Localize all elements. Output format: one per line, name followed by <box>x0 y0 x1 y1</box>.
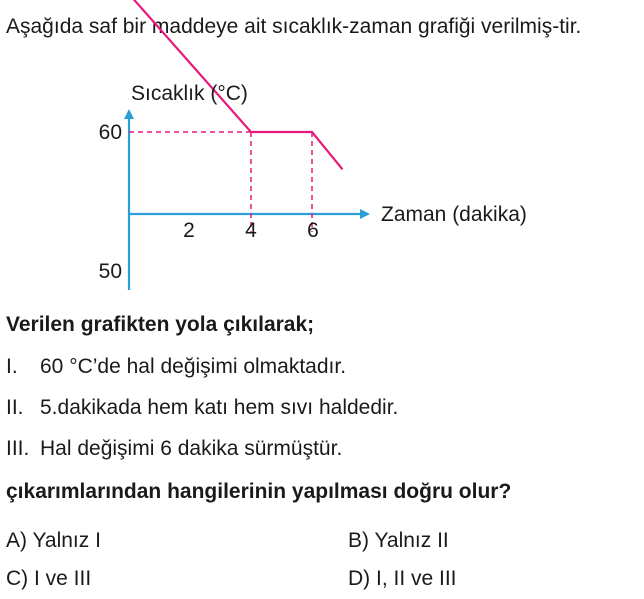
option-b[interactable]: B) Yalnız II <box>348 529 449 552</box>
y-axis-label: Sıcaklık (°C) <box>131 82 248 105</box>
x-tick-label-4: 4 <box>245 219 257 242</box>
statement-text: Hal değişimi 6 dakika sürmüştür. <box>40 437 343 460</box>
statement-text: 60 °C’de hal değişimi olmaktadır. <box>40 355 347 378</box>
question-lead: Verilen grafikten yola çıkılarak; <box>6 313 315 336</box>
y-tick-label-60: 60 <box>98 121 122 144</box>
statement-1 <box>6 355 346 379</box>
option-c[interactable]: C) I ve III <box>6 567 92 590</box>
option-a[interactable]: A) Yalnız I <box>6 529 101 552</box>
question-intro: Aşağıda saf bir maddeye ait sıcaklık-zaman grafiği verilmiş-tir. <box>6 15 582 38</box>
statement-number: III. <box>6 437 30 460</box>
statement-text: 5.dakikada hem katı hem sıvı haldedir. <box>40 396 399 419</box>
statement-3 <box>6 437 342 461</box>
y-tick-label-50: 50 <box>98 260 122 283</box>
x-tick-label-6: 6 <box>307 219 319 242</box>
statement-2 <box>6 396 398 420</box>
option-d[interactable]: D) I, II ve III <box>348 567 457 590</box>
question-prompt: çıkarımlarından hangilerinin yapılması doğru olur? <box>6 480 512 503</box>
statement-number: I. <box>6 355 18 378</box>
x-tick-label-2: 2 <box>183 219 195 242</box>
x-axis-label: Zaman (dakika) <box>381 203 527 226</box>
statement-number: II. <box>6 396 24 419</box>
